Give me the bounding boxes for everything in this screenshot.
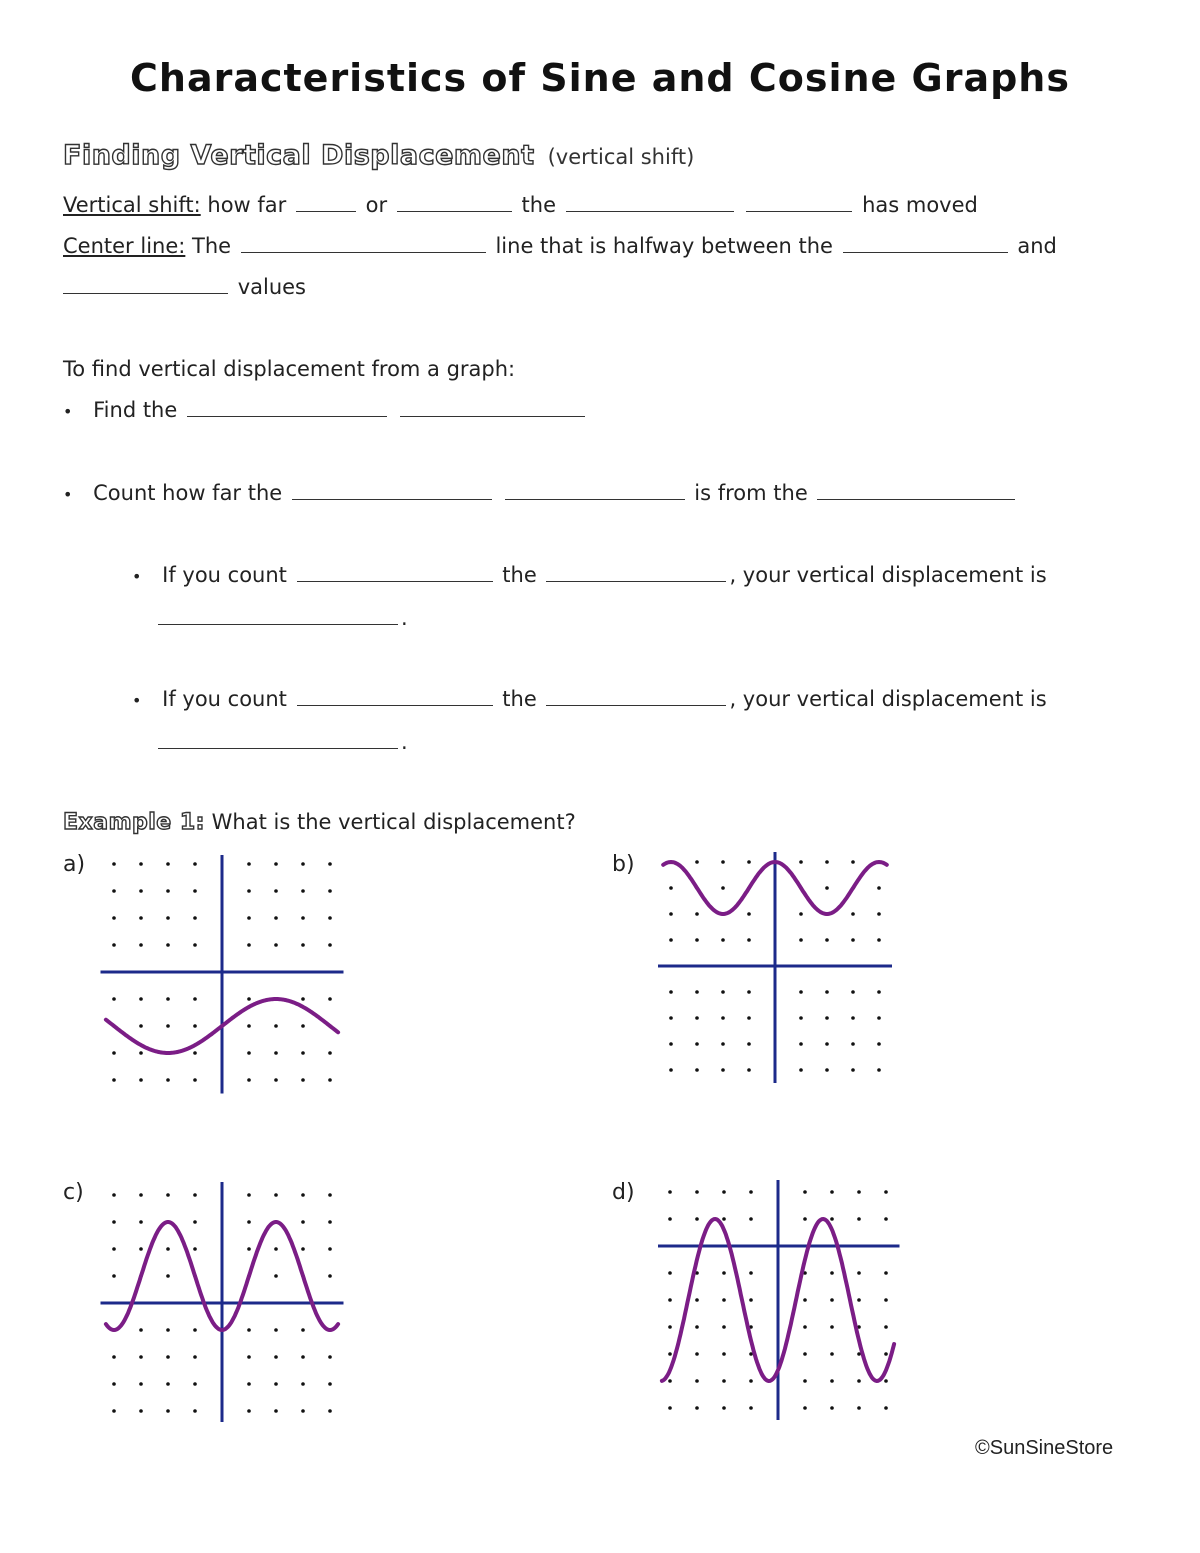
grid-dot — [695, 1352, 699, 1356]
grid-dot — [722, 1352, 726, 1356]
grid-dot — [695, 1190, 699, 1194]
blank[interactable] — [292, 481, 492, 500]
vertical-shift-text-4: has moved — [862, 193, 978, 217]
grid-dot — [247, 943, 251, 947]
grid-dot — [825, 886, 829, 890]
grid-dot — [747, 1068, 751, 1072]
sub-1-end: . — [401, 606, 408, 630]
grid-dot — [695, 1016, 699, 1020]
grid-dot — [877, 938, 881, 942]
grid-dot — [247, 1247, 251, 1251]
grid-dot — [803, 1217, 807, 1221]
grid-dot — [274, 943, 278, 947]
grid-dot — [857, 1190, 861, 1194]
grid-dot — [803, 1379, 807, 1383]
grid-dot — [139, 997, 143, 1001]
grid-dot — [247, 862, 251, 866]
grid-dot — [799, 938, 803, 942]
grid-dot — [274, 1355, 278, 1359]
center-line-term: Center line: — [63, 234, 186, 258]
grid-dot — [301, 1409, 305, 1413]
grid-dot — [669, 886, 673, 890]
grid-dot — [877, 1068, 881, 1072]
grid-dot — [274, 1274, 278, 1278]
grid-dot — [830, 1406, 834, 1410]
grid-dot — [668, 1298, 672, 1302]
grid-dot — [112, 943, 116, 947]
grid-dot — [193, 1355, 197, 1359]
grid-dot — [112, 1274, 116, 1278]
blank[interactable] — [400, 398, 585, 417]
step-bullet-2 — [63, 481, 1018, 505]
grid-dot — [112, 1078, 116, 1082]
grid-dot — [193, 916, 197, 920]
grid-dot — [166, 997, 170, 1001]
part-d-label: d) — [612, 1180, 635, 1205]
blank[interactable] — [817, 481, 1015, 500]
grid-dot — [830, 1325, 834, 1329]
grid-dot — [695, 1068, 699, 1072]
grid-dot — [301, 1247, 305, 1251]
grid-dot — [721, 1042, 725, 1046]
graph-d — [658, 1180, 903, 1420]
grid-dot — [328, 1409, 332, 1413]
grid-dot — [857, 1298, 861, 1302]
grid-dot — [851, 938, 855, 942]
grid-dot — [328, 1078, 332, 1082]
grid-dot — [328, 1382, 332, 1386]
grid-dot — [274, 916, 278, 920]
grid-dot — [799, 1042, 803, 1046]
grid-dot — [884, 1379, 888, 1383]
grid-dot — [803, 1298, 807, 1302]
grid-dot — [884, 1190, 888, 1194]
grid-dot — [139, 916, 143, 920]
grid-dot — [722, 1271, 726, 1275]
sub-2-end: . — [401, 730, 408, 754]
part-a-label: a) — [63, 852, 86, 877]
grid-dot — [328, 1051, 332, 1055]
grid-dot — [851, 990, 855, 994]
grid-dot — [247, 997, 251, 1001]
grid-dot — [884, 1217, 888, 1221]
grid-dot — [695, 1298, 699, 1302]
blank[interactable] — [546, 563, 726, 582]
grid-dot — [328, 889, 332, 893]
grid-dot — [825, 860, 829, 864]
blank[interactable] — [746, 193, 852, 212]
blank[interactable] — [297, 563, 493, 582]
section-heading-note: (vertical shift) — [547, 145, 695, 169]
grid-dot — [747, 938, 751, 942]
grid-dot — [166, 1193, 170, 1197]
grid-dot — [112, 1382, 116, 1386]
sub-1-text-a: If you count — [162, 563, 287, 587]
blank[interactable] — [158, 606, 398, 625]
grid-dot — [851, 1042, 855, 1046]
grid-dot — [747, 912, 751, 916]
grid-dot — [139, 1328, 143, 1332]
grid-dot — [825, 938, 829, 942]
grid-dot — [166, 1355, 170, 1359]
grid-dot — [668, 1406, 672, 1410]
grid-dot — [247, 1409, 251, 1413]
grid-dot — [301, 916, 305, 920]
grid-dot — [830, 1352, 834, 1356]
vertical-shift-text-2: or — [365, 193, 388, 217]
center-line-text-1: The — [192, 234, 232, 258]
grid-dot — [193, 1220, 197, 1224]
blank[interactable] — [843, 234, 1008, 253]
grid-dot — [803, 1406, 807, 1410]
grid-dot — [301, 862, 305, 866]
grid-dot — [799, 860, 803, 864]
grid-dot — [166, 1409, 170, 1413]
grid-dot — [695, 912, 699, 916]
grid-dot — [301, 997, 305, 1001]
grid-dot — [166, 1328, 170, 1332]
grid-dot — [749, 1406, 753, 1410]
grid-dot — [749, 1271, 753, 1275]
grid-dot — [328, 1193, 332, 1197]
grid-dot — [799, 1016, 803, 1020]
grid-dot — [112, 1193, 116, 1197]
grid-dot — [139, 1193, 143, 1197]
sub-2-text-a: If you count — [162, 687, 287, 711]
grid-dot — [193, 1328, 197, 1332]
grid-dot — [830, 1298, 834, 1302]
grid-dot — [803, 1325, 807, 1329]
grid-dot — [247, 1220, 251, 1224]
grid-dot — [166, 889, 170, 893]
grid-dot — [112, 1247, 116, 1251]
grid-dot — [139, 1024, 143, 1028]
grid-dot — [721, 938, 725, 942]
grid-dot — [668, 1217, 672, 1221]
grid-dot — [857, 1217, 861, 1221]
sub-2-text-c: , your vertical displacement is — [729, 687, 1047, 711]
grid-dot — [722, 1298, 726, 1302]
grid-dot — [749, 1217, 753, 1221]
grid-dot — [301, 1024, 305, 1028]
grid-dot — [166, 943, 170, 947]
grid-dot — [112, 889, 116, 893]
grid-dot — [851, 860, 855, 864]
grid-dot — [884, 1325, 888, 1329]
grid-dot — [668, 1271, 672, 1275]
sub-1-text-b: the — [502, 563, 537, 587]
grid-dot — [112, 1051, 116, 1055]
grid-dot — [193, 1382, 197, 1386]
grid-dot — [328, 1355, 332, 1359]
grid-dot — [695, 990, 699, 994]
grid-dot — [193, 943, 197, 947]
grid-dot — [722, 1325, 726, 1329]
grid-dot — [274, 1024, 278, 1028]
grid-dot — [112, 862, 116, 866]
grid-dot — [274, 1382, 278, 1386]
grid-dot — [721, 1016, 725, 1020]
grid-dot — [749, 1190, 753, 1194]
grid-dot — [722, 1217, 726, 1221]
vertical-shift-text-1: how far — [207, 193, 287, 217]
center-line-text-3: and — [1017, 234, 1057, 258]
grid-dot — [247, 1355, 251, 1359]
grid-dot — [139, 1078, 143, 1082]
grid-dot — [749, 1298, 753, 1302]
grid-dot — [139, 889, 143, 893]
grid-dot — [877, 990, 881, 994]
grid-dot — [328, 862, 332, 866]
grid-dot — [301, 1355, 305, 1359]
vertical-shift-term: Vertical shift: — [63, 193, 201, 217]
step-1-text: Find the — [93, 398, 178, 422]
grid-dot — [166, 862, 170, 866]
steps-intro: To find vertical displacement from a graph: — [63, 357, 516, 381]
example-prompt — [63, 810, 576, 835]
bullet-icon: • — [63, 485, 73, 504]
grid-dot — [193, 862, 197, 866]
grid-dot — [747, 990, 751, 994]
blank[interactable] — [546, 687, 726, 706]
grid-dot — [830, 1217, 834, 1221]
grid-dot — [274, 1193, 278, 1197]
sub-bullet-2-continuation — [158, 730, 408, 754]
grid-dot — [328, 943, 332, 947]
grid-dot — [301, 889, 305, 893]
grid-dot — [139, 1355, 143, 1359]
center-line-continuation — [63, 275, 306, 299]
grid-dot — [851, 1016, 855, 1020]
grid-dot — [825, 1042, 829, 1046]
grid-dot — [668, 1325, 672, 1329]
sub-bullet-2 — [132, 687, 1047, 711]
grid-dot — [139, 1409, 143, 1413]
grid-dot — [166, 1274, 170, 1278]
grid-dot — [139, 943, 143, 947]
section-heading-row — [63, 140, 694, 171]
grid-dot — [669, 1068, 673, 1072]
grid-dot — [884, 1406, 888, 1410]
grid-dot — [669, 938, 673, 942]
grid-dot — [274, 1078, 278, 1082]
grid-dot — [247, 1078, 251, 1082]
grid-dot — [274, 1051, 278, 1055]
center-line-text-2: line that is halfway between the — [495, 234, 833, 258]
grid-dot — [722, 1190, 726, 1194]
page-title: Characteristics of Sine and Cosine Graphs — [130, 56, 1070, 100]
sub-bullet-1-continuation — [158, 606, 408, 630]
grid-dot — [877, 912, 881, 916]
grid-dot — [166, 1247, 170, 1251]
grid-dot — [825, 1068, 829, 1072]
grid-dot — [669, 1016, 673, 1020]
grid-dot — [884, 1271, 888, 1275]
grid-dot — [695, 1325, 699, 1329]
grid-dot — [112, 916, 116, 920]
blank[interactable] — [397, 193, 512, 212]
grid-dot — [825, 1016, 829, 1020]
grid-dot — [799, 912, 803, 916]
grid-dot — [749, 1379, 753, 1383]
grid-dot — [166, 1078, 170, 1082]
grid-dot — [139, 1220, 143, 1224]
grid-dot — [193, 1247, 197, 1251]
center-line-definition — [63, 234, 1057, 258]
grid-dot — [851, 1068, 855, 1072]
blank[interactable] — [296, 193, 356, 212]
example-label: Example 1: — [63, 810, 205, 835]
grid-dot — [328, 997, 332, 1001]
grid-dot — [857, 1271, 861, 1275]
grid-dot — [695, 1217, 699, 1221]
grid-dot — [747, 1016, 751, 1020]
grid-dot — [803, 1352, 807, 1356]
part-b-label: b) — [612, 852, 635, 877]
grid-dot — [301, 943, 305, 947]
grid-dot — [274, 1409, 278, 1413]
grid-dot — [830, 1379, 834, 1383]
grid-dot — [247, 1024, 251, 1028]
grid-dot — [884, 1352, 888, 1356]
grid-dot — [857, 1379, 861, 1383]
example-question: What is the vertical displacement? — [211, 810, 576, 834]
grid-dot — [139, 1051, 143, 1055]
grid-dot — [877, 1042, 881, 1046]
grid-dot — [112, 1355, 116, 1359]
grid-dot — [301, 1328, 305, 1332]
grid-dot — [722, 1406, 726, 1410]
grid-dot — [328, 1247, 332, 1251]
grid-dot — [328, 916, 332, 920]
grid-dot — [695, 1406, 699, 1410]
grid-dot — [247, 1051, 251, 1055]
step-2-text-a: Count how far the — [93, 481, 283, 505]
grid-dot — [695, 938, 699, 942]
grid-dot — [193, 1409, 197, 1413]
grid-dot — [668, 1190, 672, 1194]
grid-dot — [301, 1078, 305, 1082]
grid-dot — [803, 1190, 807, 1194]
grid-dot — [328, 1220, 332, 1224]
grid-dot — [166, 1024, 170, 1028]
grid-dot — [193, 1078, 197, 1082]
grid-dot — [747, 860, 751, 864]
blank[interactable] — [63, 275, 228, 294]
grid-dot — [877, 886, 881, 890]
grid-dot — [721, 886, 725, 890]
grid-dot — [747, 1042, 751, 1046]
grid-dot — [328, 1274, 332, 1278]
bullet-icon: • — [63, 402, 73, 421]
grid-dot — [193, 1193, 197, 1197]
grid-dot — [112, 1220, 116, 1224]
sub-1-text-c: , your vertical displacement is — [729, 563, 1047, 587]
bullet-icon: • — [132, 567, 142, 586]
grid-dot — [301, 1382, 305, 1386]
graph-a — [100, 855, 345, 1095]
grid-dot — [274, 862, 278, 866]
vertical-shift-definition — [63, 193, 978, 217]
grid-dot — [722, 1379, 726, 1383]
grid-dot — [721, 1068, 725, 1072]
blank[interactable] — [158, 730, 398, 749]
grid-dot — [695, 1042, 699, 1046]
blank[interactable] — [187, 398, 387, 417]
grid-dot — [877, 1016, 881, 1020]
step-2-text-b: is from the — [694, 481, 808, 505]
grid-dot — [274, 1247, 278, 1251]
grid-dot — [193, 889, 197, 893]
grid-dot — [721, 990, 725, 994]
blank[interactable] — [505, 481, 685, 500]
grid-dot — [139, 1247, 143, 1251]
grid-dot — [851, 912, 855, 916]
bullet-icon: • — [132, 691, 142, 710]
grid-dot — [830, 1190, 834, 1194]
sub-bullet-1 — [132, 563, 1047, 587]
grid-dot — [695, 1379, 699, 1383]
grid-dot — [669, 912, 673, 916]
grid-dot — [721, 860, 725, 864]
grid-dot — [799, 1068, 803, 1072]
grid-dot — [669, 1042, 673, 1046]
center-line-text-4: values — [237, 275, 306, 299]
step-bullet-1 — [63, 398, 588, 422]
part-c-label: c) — [63, 1180, 84, 1205]
grid-dot — [825, 990, 829, 994]
grid-dot — [884, 1298, 888, 1302]
grid-dot — [247, 1328, 251, 1332]
graph-c — [100, 1182, 345, 1422]
grid-dot — [301, 1051, 305, 1055]
grid-dot — [247, 916, 251, 920]
grid-dot — [247, 889, 251, 893]
grid-dot — [139, 1382, 143, 1386]
vertical-shift-text-3: the — [521, 193, 556, 217]
grid-dot — [274, 889, 278, 893]
grid-dot — [166, 916, 170, 920]
sub-2-text-b: the — [502, 687, 537, 711]
grid-dot — [139, 862, 143, 866]
grid-dot — [799, 990, 803, 994]
grid-dot — [668, 1379, 672, 1383]
blank[interactable] — [297, 687, 493, 706]
grid-dot — [857, 1406, 861, 1410]
grid-dot — [112, 997, 116, 1001]
grid-dot — [193, 997, 197, 1001]
grid-dot — [274, 1328, 278, 1332]
grid-dot — [166, 1382, 170, 1386]
section-heading: Finding Vertical Displacement — [63, 140, 535, 171]
grid-dot — [695, 860, 699, 864]
grid-dot — [193, 1024, 197, 1028]
grid-dot — [301, 1220, 305, 1224]
copyright: ©SunSineStore — [975, 1437, 1114, 1459]
grid-dot — [112, 1409, 116, 1413]
grid-dot — [247, 1193, 251, 1197]
grid-dot — [669, 990, 673, 994]
grid-dot — [193, 1051, 197, 1055]
graph-b — [658, 852, 893, 1084]
grid-dot — [301, 1193, 305, 1197]
grid-dot — [830, 1271, 834, 1275]
grid-dot — [668, 1352, 672, 1356]
blank[interactable] — [566, 193, 734, 212]
grid-dot — [247, 1382, 251, 1386]
blank[interactable] — [241, 234, 486, 253]
